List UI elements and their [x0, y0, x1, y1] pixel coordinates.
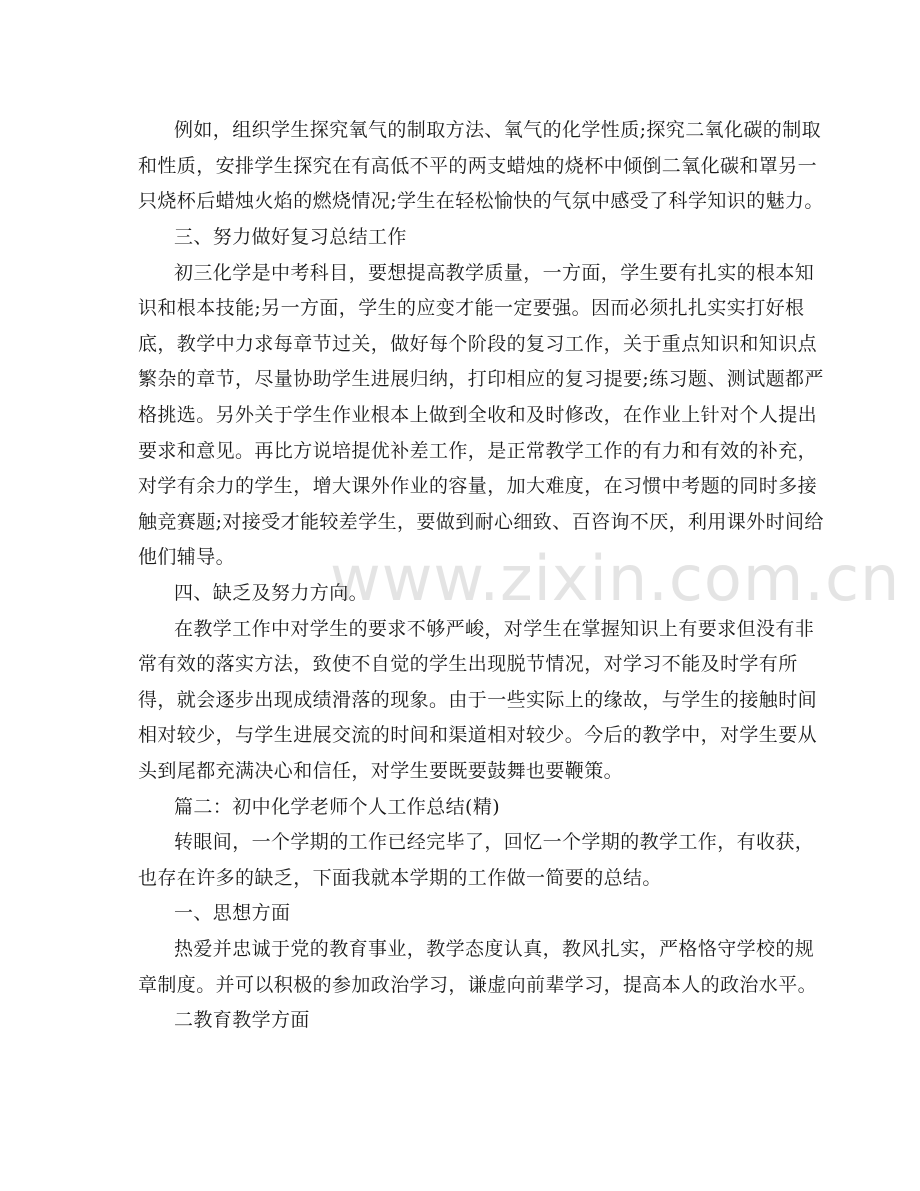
watermark: www.zixin.com.cn [330, 542, 901, 615]
paragraph-line: 识和根本技能;另一方面，学生的应变才能一定要强。因而必须扎扎实实打好根 [138, 297, 805, 319]
paragraph-line: 例如，组织学生探究氧气的制取方法、氧气的化学性质;探究二氧化碳的制取 [174, 119, 822, 141]
paragraph-line: 转眼间，一个学期的工作已经完毕了，回忆一个学期的教学工作，有收获， [174, 831, 815, 853]
section-heading: 三、努力做好复习总结工作 [174, 226, 407, 248]
article-title: 篇二：初中化学老师个人工作总结(精) [174, 796, 501, 818]
paragraph-line: 章制度。并可以积极的参加政治学习，谦虚向前辈学习，提高本人的政治水平。 [138, 974, 818, 996]
paragraph-line: 只烧杯后蜡烛火焰的燃烧情况;学生在轻松愉快的气氛中感受了科学知识的魅力。 [138, 190, 824, 212]
paragraph-line: 格挑选。另外关于学生作业根本上做到全收和及时修改，在作业上针对个人提出 [138, 404, 818, 426]
paragraph-line: 得，就会逐步出现成绩滑落的现象。由于一些实际上的缘故，与学生的接触时间 [138, 689, 818, 711]
paragraph-line: 热爱并忠诚于党的教育事业，教学态度认真，教风扎实，严格恪守学校的规 [174, 938, 815, 960]
paragraph-line: 和性质，安排学生探究在有高低不平的两支蜡烛的烧杯中倾倒二氧化碳和罩另一 [138, 155, 818, 177]
section-heading: 二教育教学方面 [174, 1009, 310, 1031]
paragraph-line: 也存在许多的缺乏，下面我就本学期的工作做一简要的总结。 [138, 867, 662, 889]
paragraph-line: 底，教学中力求每章节过关，做好每个阶段的复习工作，关于重点知识和知识点 [138, 333, 818, 355]
paragraph-line: 相对较少，与学生进展交流的时间和渠道相对较少。今后的教学中，对学生要从 [138, 724, 818, 746]
paragraph-line: 常有效的落实方法，致使不自觉的学生出现脱节情况，对学习不能及时学有所 [138, 653, 798, 675]
paragraph-line: 在教学工作中对学生的要求不够严峻，对学生在掌握知识上有要求但没有非 [174, 618, 815, 640]
section-heading: 四、缺乏及努力方向。 [174, 582, 369, 604]
paragraph-line: 他们辅导。 [138, 546, 236, 568]
paragraph-line: 初三化学是中考科目，要想提高教学质量，一方面，学生要有扎实的根本知 [174, 262, 815, 284]
section-heading: 一、思想方面 [174, 902, 291, 924]
paragraph-line: 要求和意见。再比方说培提优补差工作，是正常教学工作的有力和有效的补充， [138, 440, 818, 462]
paragraph-line: 头到尾都充满决心和信任，对学生要既要鼓舞也要鞭策。 [138, 760, 624, 782]
paragraph-line: 触竞赛题;对接受才能较差学生，要做到耐心细致、百咨询不厌，利用课外时间给 [138, 511, 824, 533]
paragraph-line: 对学有余力的学生，增大课外作业的容量，加大难度，在习惯中考题的同时多接 [138, 475, 818, 497]
paragraph-line: 繁杂的章节，尽量协助学生进展归纳，打印相应的复习提要;练习题、测试题都严 [138, 368, 824, 390]
